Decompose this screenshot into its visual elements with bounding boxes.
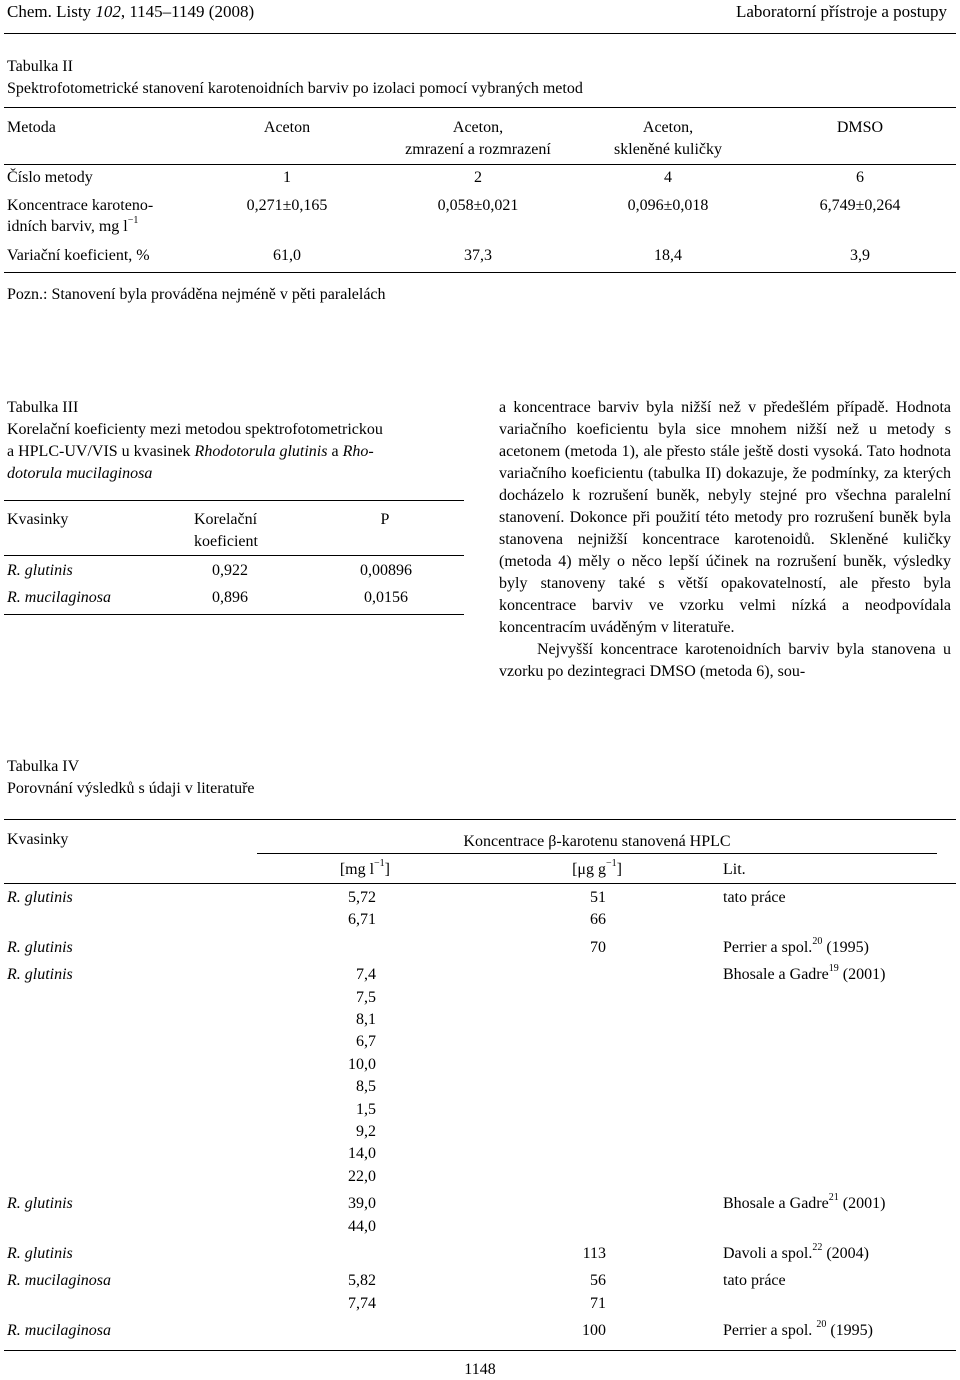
table3-caption-line2: a HPLC-UV/VIS u kvasinek Rhodotorula glutinis a Rho- [7,443,374,460]
header-rule [4,33,956,34]
table4-row-name: R. mucilaginosa [7,1322,111,1340]
table3-row-p: 0,0156 [364,589,408,606]
table4-lit: Perrier a spol. $^{20}$ (1995) [723,1319,873,1340]
table3-caption-line1: Korelační koeficienty mezi metodou spektrofotometrickou [7,421,383,438]
table4-mg-value: 14,0 [348,1145,376,1163]
table2-row3-cell: 18,4 [654,247,682,264]
table4-lit: Bhosale a Gadre$^{21}$ (2001) [723,1192,886,1213]
table4-row-name: R. glutinis [7,938,73,956]
table3-row-koeficient: 0,922 [212,562,248,579]
table2-header-zmrazeni-1: Aceton, [452,119,504,136]
table3-header-p: P [380,511,390,528]
table4-mg-value: 1,5 [356,1100,376,1118]
table4-lit: Davoli a spol.$^{22}$ (2004) [723,1242,869,1262]
table2-header-metoda: Metoda [7,119,56,136]
table2-caption: Spektrofotometrické stanovení karotenoidních barviv po izolaci pomocí vybraných metod [7,80,583,97]
table4-lit: Bhosale a Gadre$^{19}$ (2001) [723,963,886,984]
table4-ug-value: 71 [590,1294,606,1312]
table2-row3-cell: 37,3 [464,247,492,264]
table2-header-zmrazeni-2: zmrazení a rozmrazení [405,141,551,158]
table4-ug-value: 70 [590,938,606,956]
table4-mg-value: 39,0 [348,1195,376,1213]
table4-row-name: R. glutinis [7,966,73,984]
table4-header-koncentrace: Koncentrace β-karotenu stanovená HPLC [463,833,731,850]
table4-header-lit: Lit. [723,861,746,878]
table4-mg-value: 9,2 [356,1123,376,1140]
table2-top-rule [4,107,956,108]
table2-header-dmso: DMSO [836,119,884,136]
table4-header-kvasinky: Kvasinky [7,831,69,848]
table2-row1-cell: 4 [664,169,672,186]
body-text-column [499,397,951,683]
table4-mg-value: 5,72 [348,889,376,906]
table4-header-mg: [mg $l^{-1}$] [339,858,390,878]
table2-header-kulicky-1: Aceton, [642,119,694,136]
running-header-right: Laboratorní přístroje a postupy [735,2,947,21]
table4-caption: Porovnání výsledků s údaji v literatuře [7,780,255,797]
table4-row-name: R. glutinis [7,1195,73,1213]
table2-row2-label-1: Koncentrace karoteno- [7,197,154,214]
table4-bottom-rule [4,1350,956,1351]
table4-mg-value: 7,4 [356,966,376,984]
table4-ug-value: 51 [590,889,606,906]
body-paragraph-2: Nejvyšší koncentrace karotenoidních barviv byla stanovena u vzorku po dezintegraci DMSO (metoda 6), sou- [499,641,951,680]
table3-row-p: 0,00896 [360,562,412,579]
table4-subheader-rule [257,853,937,854]
table2-row1-cell: 1 [283,169,291,186]
table2-row2-cell: 0,058±0,021 [437,197,519,214]
table3-top-rule [4,500,464,501]
table4-ug-value: 100 [582,1322,606,1340]
table3-row-name: R. glutinis [7,562,73,579]
table3-label: Tabulka III [7,399,79,416]
table4-lit: Perrier a spol.$^{20}$ (1995) [723,935,869,956]
table4-ug-value: 66 [590,911,606,929]
table2-row3-cell: 3,9 [850,247,870,264]
table4-mg-value: 8,5 [356,1078,376,1096]
table2-header-kulicky-2: skleněné kuličky [614,141,722,158]
table3-header-korelacni-2: koeficient [194,533,258,550]
table2-label: Tabulka II [7,58,73,75]
table4-mg-value: 7,74 [348,1294,376,1312]
table4-mg-value: 8,1 [356,1011,376,1028]
table2-row2-label-2: idních barviv, mg $l^{-1}$ [7,215,139,235]
table2-row2-cell: 0,271±0,165 [246,197,328,214]
table4-mg-value: 5,82 [348,1272,376,1290]
table3-header-rule [4,555,464,556]
table4-lit: tato práce [723,1272,786,1290]
table3-bottom-rule [4,614,464,615]
table4-lit: tato práce [723,889,786,906]
table3-row-koeficient: 0,896 [212,589,248,606]
body-paragraph-1: a koncentrace barviv byla nižší než v předešlém případě. Hodnota variačního koeficientu byla sice mnohem nižší než u metody s acetonem (metoda 1), ale přesto stále ještě dosti vysoká. Tato hodnota variačního koeficientu (tabulka II) dokazuje, že podmínky, za kterých docházelo k rozrušení buněk, nebyly stejné pro všechna paralelní stanovení. Dokonce při použití této metody pro rozrušení buněk byla stanovena nejnižší koncentrace karotenoidů. Skleněné kuličky (metoda 4) měly o něco lepší účinek na rozrušení buněk, výsledky byly stanoveny také s větší opakovatelností, ale přesto byla koncentrace barviv ve vzorku velmi nízká a neodpovídala koncentracím uváděným v literatuře. [499,399,951,636]
table4-mg-value: 7,5 [356,988,376,1006]
table2-bottom-rule [4,272,956,273]
running-header-left: Chem. Listy 102, 1145–1149 (2008) [7,2,255,21]
table2-note: Pozn.: Stanovení byla prováděna nejméně v pěti paralelách [7,286,386,303]
table2-row1-cell: 6 [856,169,864,186]
table2-row2-cell: 6,749±0,264 [819,197,901,214]
table4-mg-value: 10,0 [348,1055,376,1073]
table4-mg-value: 6,7 [356,1033,376,1051]
table3-header-kvasinky: Kvasinky [7,511,69,528]
table4-mg-value: 44,0 [348,1217,376,1235]
table4-row-name: R. mucilaginosa [7,1272,111,1290]
table4-top-rule [4,819,956,820]
table2-header-aceton: Aceton [263,119,311,136]
table2-header-rule [4,164,956,165]
table4-ug-value: 56 [590,1272,606,1290]
table4-header-rule [4,883,956,884]
table2-row3-cell: 61,0 [273,247,301,264]
table4-mg-value: 6,71 [348,911,376,929]
table3-row-name: R. mucilaginosa [7,589,111,606]
table2-row3-label: Variační koeficient, % [7,247,150,264]
page-number: 1148 [464,1361,496,1378]
table3-header-korelacni-1: Korelační [194,511,258,528]
table4-header-ug: [μg $g^{-1}$] [572,858,622,878]
table3-caption-line3: dotorula mucilaginosa [7,465,153,482]
table2-row1-label: Číslo metody [7,169,93,186]
table2-row2-cell: 0,096±0,018 [627,197,709,214]
table4-ug-value: 113 [582,1245,606,1262]
table4-label: Tabulka IV [7,758,80,775]
table4-row-name: R. glutinis [7,1245,73,1262]
table4-row-name: R. glutinis [7,889,73,906]
table4-mg-value: 22,0 [348,1167,376,1185]
table2-row1-cell: 2 [474,169,482,186]
